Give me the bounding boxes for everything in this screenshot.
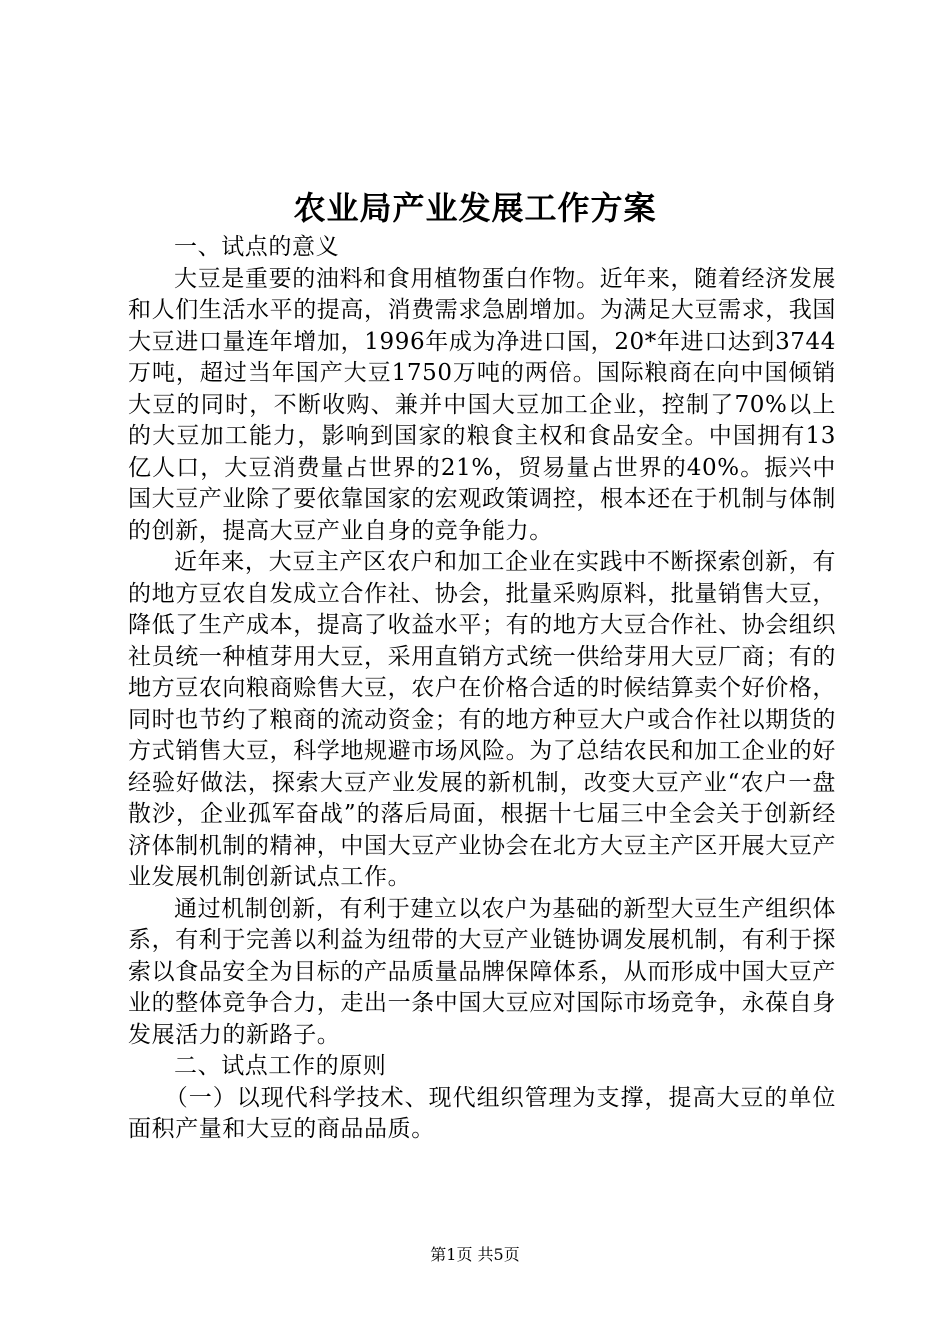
body-paragraph-4: （一）以现代科学技术、现代组织管理为支撑，提高大豆的单位面积产量和大豆的商品品质。 (128, 1084, 836, 1142)
body-paragraph-1: 大豆是重要的油料和食用植物蛋白作物。近年来，随着经济发展和人们生活水平的提高，消费需求急剧增加。为满足大豆需求，我国大豆进口量连年增加，1996年成为净进口国，20*年进口达到3744万吨，超过当年国产大豆1750万吨的两倍。国际粮商在向中国倾销大豆的同时，不断收购、兼并中国大豆加工企业，控制了70%以上的大豆加工能力，影响到国家的粮食主权和食品安全。中国拥有13亿人口，大豆消费量占世界的21%，贸易量占世界的40%。振兴中国大豆产业除了要依靠国家的宏观政策调控，根本还在于机制与体制的创新，提高大豆产业自身的竞争能力。 (128, 265, 836, 544)
section-heading-1: 一、试点的意义 (174, 234, 340, 260)
body-paragraph-3: 通过机制创新，有利于建立以农户为基础的新型大豆生产组织体系，有利于完善以利益为纽带的大豆产业链协调发展机制，有利于探索以食品安全为目标的产品质量品牌保障体系，从而形成中国大豆产业的整体竞争合力，走出一条中国大豆应对国际市场竞争，永葆自身发展活力的新路子。 (128, 895, 836, 1048)
document-title: 农业局产业发展工作方案 (293, 189, 657, 227)
document-body (128, 232, 836, 1146)
page-footer: 第1页 共5页 (430, 1245, 520, 1264)
section-heading-2: 二、试点工作的原则 (174, 1053, 387, 1079)
body-paragraph-2: 近年来，大豆主产区农户和加工企业在实践中不断探索创新，有的地方豆农自发成立合作社、协会，批量采购原料，批量销售大豆，降低了生产成本，提高了收益水平；有的地方大豆合作社、协会组织社员统一种植芽用大豆，采用直销方式统一供给芽用大豆厂商；有的地方豆农向粮商赊售大豆，农户在价格合适的时候结算卖个好价格，同时也节约了粮商的流动资金；有的地方种豆大户或合作社以期货的方式销售大豆，科学地规避市场风险。为了总结农民和加工企业的好经验好做法，探索大豆产业发展的新机制，改变大豆产业“农户一盘散沙，企业孤军奋战”的落后局面，根据十七届三中全会关于创新经济体制机制的精神，中国大豆产业协会在北方大豆主产区开展大豆产业发展机制创新试点工作。 (128, 549, 836, 890)
